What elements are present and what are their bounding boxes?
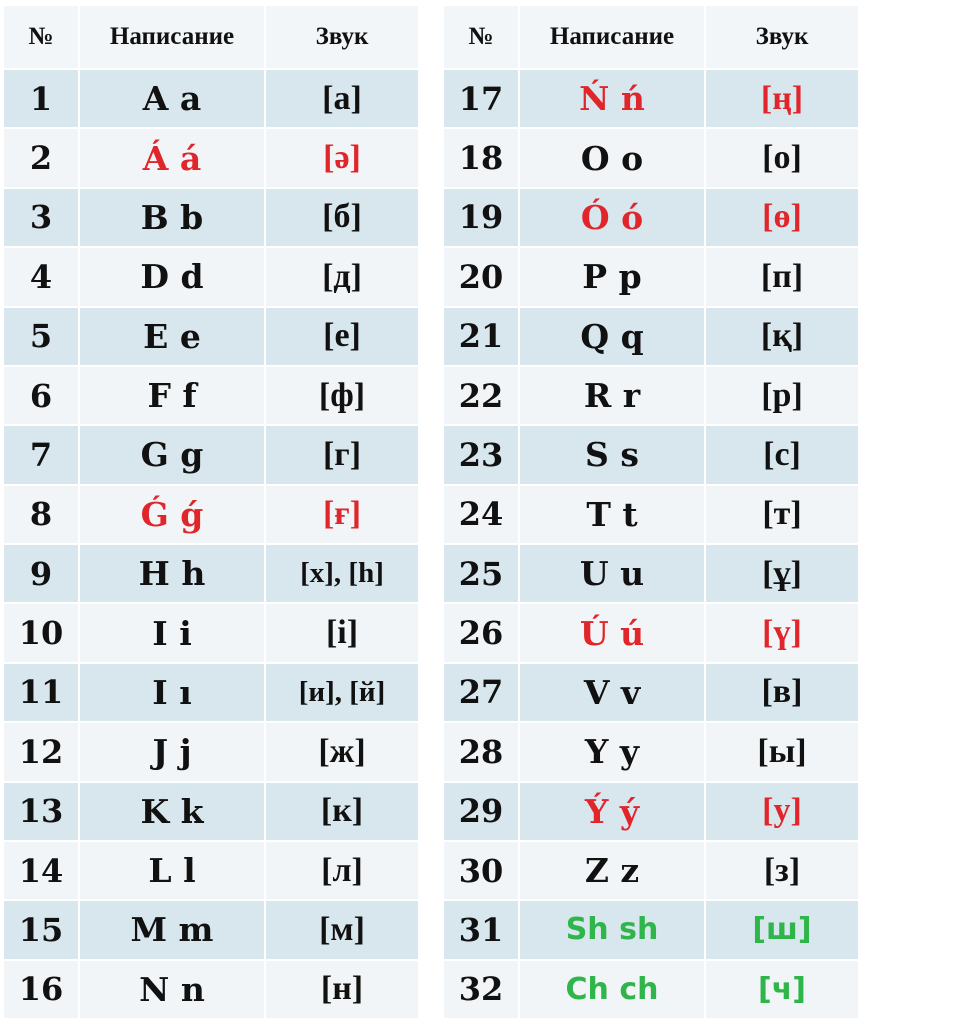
header-num: № xyxy=(444,6,518,68)
table-row xyxy=(4,901,418,958)
table-row xyxy=(4,664,418,721)
letter-sound: [у] xyxy=(706,783,858,840)
letter-sound: [ш] xyxy=(706,901,858,958)
letter-number: 12 xyxy=(4,723,78,780)
letter-sound: [ғ] xyxy=(266,486,418,543)
letter-sound: [о] xyxy=(706,129,858,186)
table-row xyxy=(444,189,858,246)
letter-sound: [а] xyxy=(266,70,418,127)
letter-number: 22 xyxy=(444,367,518,424)
letter-spelling: B b xyxy=(80,189,264,246)
table-row xyxy=(4,129,418,186)
table-row xyxy=(4,426,418,483)
letter-sound: [п] xyxy=(706,248,858,305)
letter-number: 17 xyxy=(444,70,518,127)
letter-number: 21 xyxy=(444,308,518,365)
table-row xyxy=(4,70,418,127)
table-row xyxy=(4,842,418,899)
table-row xyxy=(444,308,858,365)
table-body-right xyxy=(444,70,858,1018)
letter-sound: [с] xyxy=(706,426,858,483)
letter-spelling: K k xyxy=(80,783,264,840)
letter-number: 13 xyxy=(4,783,78,840)
table-row xyxy=(444,545,858,602)
table-row xyxy=(444,70,858,127)
letter-number: 3 xyxy=(4,189,78,246)
table-row xyxy=(4,308,418,365)
letter-sound: [ф] xyxy=(266,367,418,424)
letter-spelling: Y y xyxy=(520,723,704,780)
header-spelling: Написание xyxy=(520,6,704,68)
letter-spelling: Z z xyxy=(520,842,704,899)
letter-sound: [е] xyxy=(266,308,418,365)
table-row xyxy=(4,367,418,424)
letter-spelling: G g xyxy=(80,426,264,483)
letter-number: 29 xyxy=(444,783,518,840)
letter-sound: [д] xyxy=(266,248,418,305)
letter-spelling: I ı xyxy=(80,664,264,721)
table-row xyxy=(4,783,418,840)
letter-sound: [ұ] xyxy=(706,545,858,602)
letter-spelling: H h xyxy=(80,545,264,602)
letter-sound: [з] xyxy=(706,842,858,899)
letter-sound: [ң] xyxy=(706,70,858,127)
table-row xyxy=(444,842,858,899)
letter-number: 19 xyxy=(444,189,518,246)
letter-sound: [ө] xyxy=(706,189,858,246)
header-spelling: Написание xyxy=(80,6,264,68)
table-row xyxy=(444,604,858,661)
letter-spelling: N n xyxy=(80,961,264,1018)
table-row xyxy=(4,723,418,780)
letter-number: 2 xyxy=(4,129,78,186)
table-row xyxy=(4,545,418,602)
letter-spelling: M m xyxy=(80,901,264,958)
table-row xyxy=(444,129,858,186)
table-row xyxy=(444,367,858,424)
letter-spelling: I i xyxy=(80,604,264,661)
letter-number: 24 xyxy=(444,486,518,543)
letter-sound: [ы] xyxy=(706,723,858,780)
letter-sound: [р] xyxy=(706,367,858,424)
letter-spelling: Ń ń xyxy=(520,70,704,127)
letter-spelling: Sh sh xyxy=(520,901,704,958)
letter-sound: [х], [h] xyxy=(266,545,418,602)
letter-number: 15 xyxy=(4,901,78,958)
table-row xyxy=(4,604,418,661)
letter-number: 30 xyxy=(444,842,518,899)
table-row xyxy=(444,901,858,958)
letter-spelling: S s xyxy=(520,426,704,483)
header-row xyxy=(4,6,418,68)
letter-sound: [и], [й] xyxy=(266,664,418,721)
letter-spelling: V v xyxy=(520,664,704,721)
table-row xyxy=(444,723,858,780)
letter-sound: [т] xyxy=(706,486,858,543)
letter-number: 11 xyxy=(4,664,78,721)
letter-number: 9 xyxy=(4,545,78,602)
letter-sound: [ч] xyxy=(706,961,858,1018)
letter-number: 26 xyxy=(444,604,518,661)
letter-sound: [б] xyxy=(266,189,418,246)
letter-spelling: A a xyxy=(80,70,264,127)
letter-spelling: D d xyxy=(80,248,264,305)
table-body-left xyxy=(4,70,418,1018)
alphabet-table-right xyxy=(442,4,860,1020)
letter-number: 20 xyxy=(444,248,518,305)
letter-spelling: Ǵ ǵ xyxy=(80,486,264,543)
table-row xyxy=(444,486,858,543)
letter-spelling: T t xyxy=(520,486,704,543)
letter-sound: [ә] xyxy=(266,129,418,186)
letter-number: 8 xyxy=(4,486,78,543)
letter-number: 7 xyxy=(4,426,78,483)
letter-number: 31 xyxy=(444,901,518,958)
letter-sound: [қ] xyxy=(706,308,858,365)
letter-sound: [н] xyxy=(266,961,418,1018)
letter-number: 14 xyxy=(4,842,78,899)
letter-spelling: Ý ý xyxy=(520,783,704,840)
table-row xyxy=(4,189,418,246)
letter-spelling: J j xyxy=(80,723,264,780)
letter-number: 32 xyxy=(444,961,518,1018)
alphabet-table-left xyxy=(2,4,420,1020)
letter-sound: [і] xyxy=(266,604,418,661)
letter-number: 6 xyxy=(4,367,78,424)
letter-spelling: E e xyxy=(80,308,264,365)
letter-spelling: F f xyxy=(80,367,264,424)
header-sound: Звук xyxy=(266,6,418,68)
letter-number: 28 xyxy=(444,723,518,780)
table-row xyxy=(4,961,418,1018)
letter-spelling: U u xyxy=(520,545,704,602)
table-row xyxy=(444,783,858,840)
letter-sound: [л] xyxy=(266,842,418,899)
letter-number: 10 xyxy=(4,604,78,661)
letter-sound: [м] xyxy=(266,901,418,958)
letter-sound: [ж] xyxy=(266,723,418,780)
table-row xyxy=(4,486,418,543)
letter-spelling: Q q xyxy=(520,308,704,365)
letter-spelling: P p xyxy=(520,248,704,305)
letter-number: 23 xyxy=(444,426,518,483)
table-row xyxy=(444,664,858,721)
letter-number: 18 xyxy=(444,129,518,186)
letter-spelling: L l xyxy=(80,842,264,899)
letter-spelling: Á á xyxy=(80,129,264,186)
letter-spelling: Ú ú xyxy=(520,604,704,661)
letter-sound: [к] xyxy=(266,783,418,840)
letter-sound: [ү] xyxy=(706,604,858,661)
letter-spelling: R r xyxy=(520,367,704,424)
letter-spelling: Ch ch xyxy=(520,961,704,1018)
table-row xyxy=(444,426,858,483)
letter-number: 5 xyxy=(4,308,78,365)
table-row xyxy=(444,961,858,1018)
letter-spelling: Ó ó xyxy=(520,189,704,246)
header-num: № xyxy=(4,6,78,68)
letter-sound: [г] xyxy=(266,426,418,483)
letter-number: 16 xyxy=(4,961,78,1018)
header-sound: Звук xyxy=(706,6,858,68)
table-row xyxy=(4,248,418,305)
letter-sound: [в] xyxy=(706,664,858,721)
letter-number: 25 xyxy=(444,545,518,602)
letter-number: 1 xyxy=(4,70,78,127)
letter-spelling: O o xyxy=(520,129,704,186)
table-row xyxy=(444,248,858,305)
letter-number: 27 xyxy=(444,664,518,721)
header-row xyxy=(444,6,858,68)
letter-number: 4 xyxy=(4,248,78,305)
